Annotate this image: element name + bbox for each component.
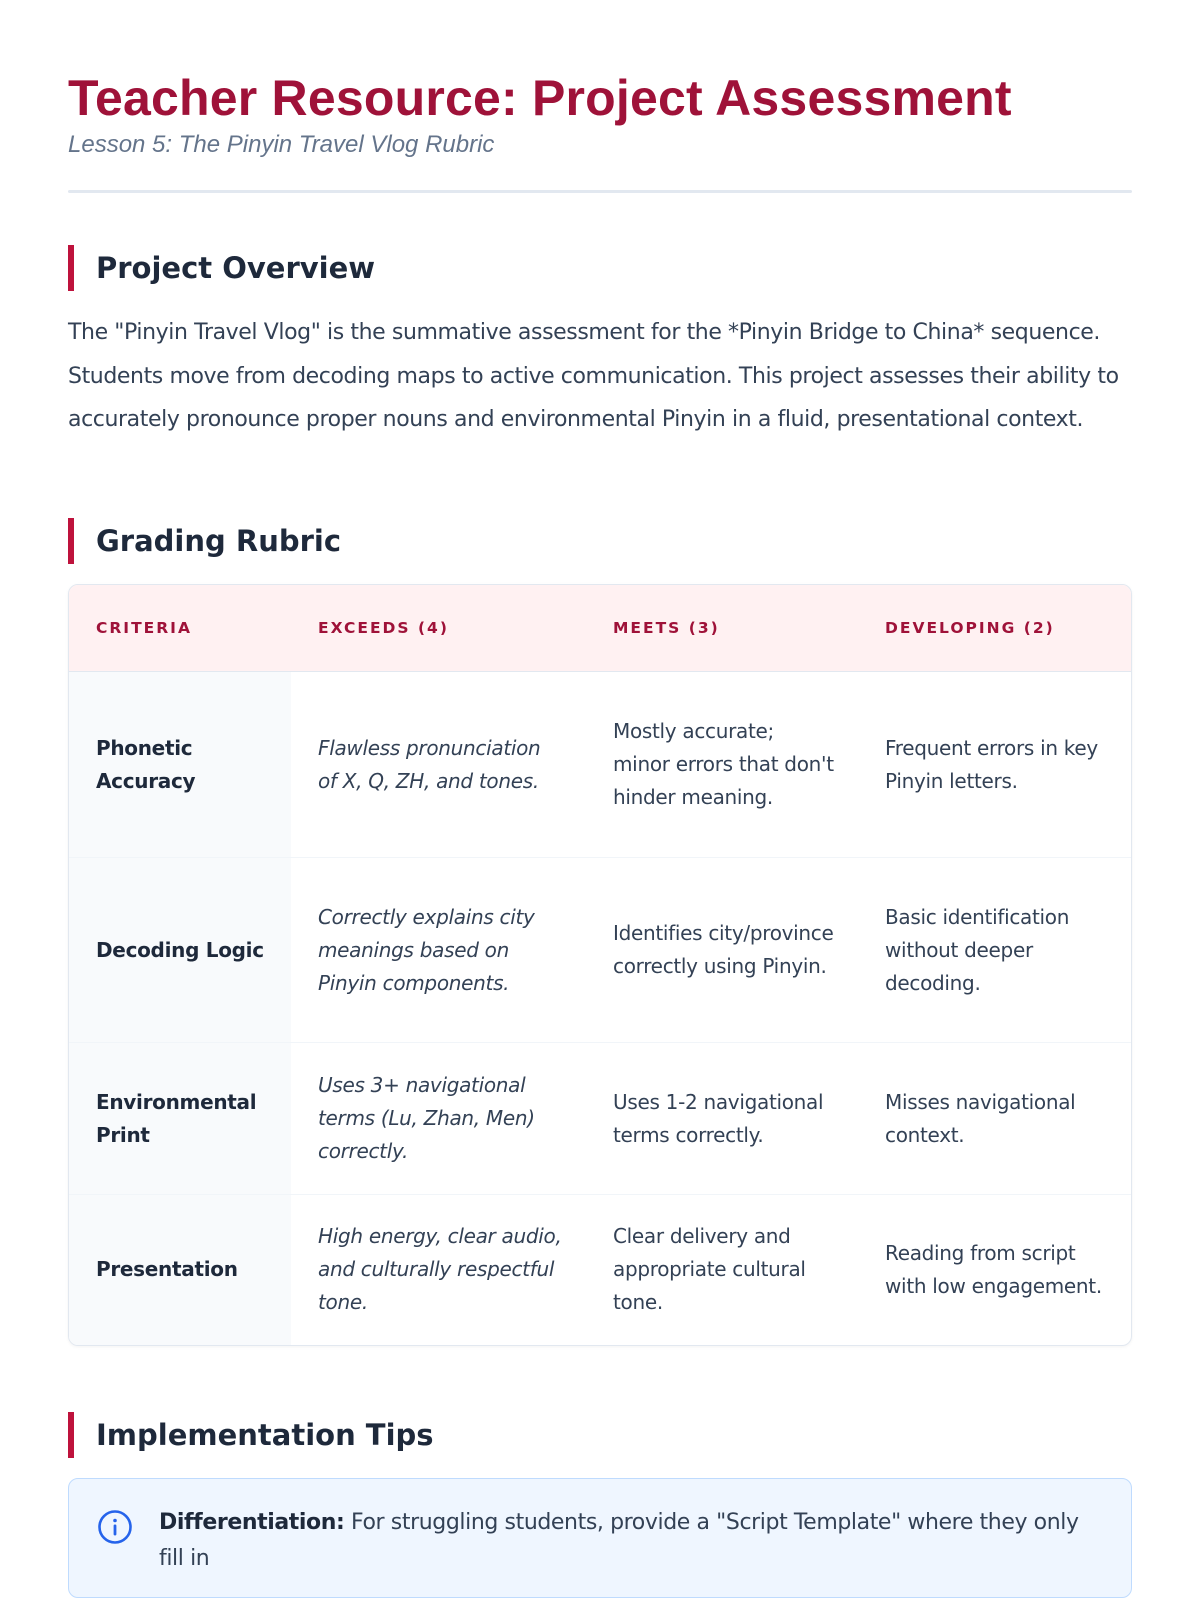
- exceeds-cell: Correctly explains city meanings based on Pinyin components.: [291, 858, 586, 1043]
- tip-callout: [68, 1478, 1132, 1598]
- overview-paragraph: The "Pinyin Travel Vlog" is the summative assessment for the *Pinyin Bridge to China* sequence. Students move from decoding maps to active communication. This project assesses their ability to accurately pronounce proper nouns and environmental Pinyin in a fluid, presentational context.: [68, 320, 1119, 432]
- column-header-criteria: CRITERIA: [69, 585, 291, 672]
- project-overview-section: [68, 245, 1132, 442]
- developing-cell: Misses navigational context.: [858, 1043, 1131, 1195]
- page-title: Teacher Resource: Project Assessment: [68, 70, 1012, 126]
- exceeds-cell: Uses 3+ navigational terms (Lu, Zhan, Men) correctly.: [291, 1043, 586, 1195]
- grading-rubric-section: [68, 518, 1132, 1346]
- header-divider: [68, 190, 1132, 193]
- rubric-table: [68, 584, 1132, 1346]
- meets-cell: Mostly accurate; minor errors that don't hinder meaning.: [586, 672, 858, 858]
- criteria-cell: Phonetic Accuracy: [69, 672, 291, 858]
- criteria-cell: Environmental Print: [69, 1043, 291, 1195]
- rubric-row: [69, 858, 1131, 1043]
- rubric-row: [69, 1043, 1131, 1195]
- section-heading-overview: Project Overview: [68, 245, 1132, 291]
- tip-body: For struggling students, provide a "Script Template" where they only fill in: [159, 1509, 1079, 1571]
- rubric-row: [69, 672, 1131, 858]
- criteria-cell: Decoding Logic: [69, 858, 291, 1043]
- criteria-cell: Presentation: [69, 1195, 291, 1345]
- column-header-meets: MEETS (3): [586, 585, 858, 672]
- rubric-row: [69, 1195, 1131, 1345]
- section-heading-tips: Implementation Tips: [68, 1412, 1132, 1458]
- info-icon: [97, 1509, 133, 1545]
- developing-cell: Reading from script with low engagement.: [885, 1240, 1102, 1298]
- page-subtitle: Lesson 5: The Pinyin Travel Vlog Rubric: [68, 131, 495, 158]
- exceeds-cell: High energy, clear audio, and culturally respectful tone.: [318, 1224, 562, 1315]
- exceeds-cell: Flawless pronunciation of X, Q, ZH, and tones.: [291, 672, 586, 858]
- meets-cell: Clear delivery and appropriate cultural tone.: [613, 1224, 806, 1315]
- developing-cell: Basic identification without deeper decoding.: [858, 858, 1131, 1043]
- developing-cell: Frequent errors in key Pinyin letters.: [858, 672, 1131, 858]
- column-header-exceeds: EXCEEDS (4): [291, 585, 586, 672]
- tip-text: [159, 1505, 1103, 1577]
- document-header: [68, 68, 1132, 193]
- meets-cell: Identifies city/province correctly using Pinyin.: [586, 858, 858, 1043]
- implementation-tips-section: [68, 1412, 1132, 1598]
- section-heading-rubric: Grading Rubric: [68, 518, 1132, 564]
- rubric-header-row: [69, 585, 1131, 672]
- tip-label: Differentiation:: [159, 1509, 345, 1535]
- column-header-developing: DEVELOPING (2): [858, 585, 1131, 672]
- meets-cell: Uses 1-2 navigational terms correctly.: [586, 1043, 858, 1195]
